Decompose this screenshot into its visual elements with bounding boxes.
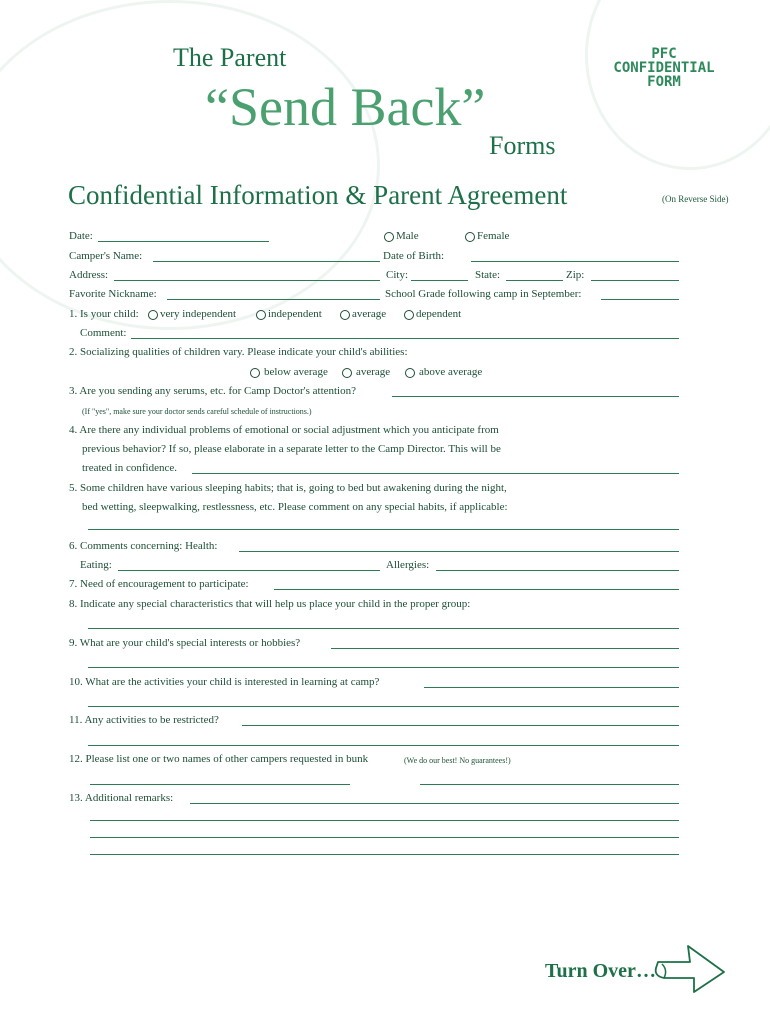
date-label: Date: [69,230,93,242]
campers-name-field[interactable] [153,261,380,262]
campers-name-label: Camper's Name: [69,250,143,262]
header-forms: Forms [489,131,556,160]
city-label: City: [386,269,409,281]
q2-above-average-label: above average [419,366,483,378]
q1-average-label: average [352,308,387,320]
stamp-confidential: CONFIDENTIAL [613,60,715,76]
health-field[interactable] [239,551,679,552]
school-grade-label: School Grade following camp in September: [385,288,582,300]
state-field[interactable] [506,280,563,281]
q5-line1: 5. Some children have various sleeping habits; that is, going to bed but awakening during the night, [69,482,507,494]
header-the-parent: The Parent [173,43,287,72]
q10-field-2[interactable] [88,706,679,707]
q8-field[interactable] [88,628,679,629]
zip-field[interactable] [591,280,679,281]
q1-dependent-radio[interactable] [404,310,414,320]
q9-field[interactable] [331,648,679,649]
q4-field[interactable] [192,473,679,474]
reverse-side-note: (On Reverse Side) [662,194,729,204]
q2-average-radio[interactable] [342,368,352,378]
male-label: Male [396,230,419,242]
eating-field[interactable] [118,570,380,571]
q2-below-average-radio[interactable] [250,368,260,378]
q3-note: (If "yes", make sure your doctor sends careful schedule of instructions.) [82,407,312,416]
stamp-pfc: PFC [651,46,677,62]
q12-camper1-field[interactable] [90,784,350,785]
q1-very-independent-radio[interactable] [148,310,158,320]
state-label: State: [475,269,501,281]
q3-label: 3. Are you sending any serums, etc. for Camp Doctor's attention? [69,385,356,397]
q13-field-4[interactable] [90,854,679,855]
q7-field[interactable] [274,589,679,590]
stamp-form: FORM [647,74,681,90]
q10-label: 10. What are the activities your child is interested in learning at camp? [69,676,380,688]
q13-field-3[interactable] [90,837,679,838]
q4-line1: 4. Are there any individual problems of emotional or social adjustment which you anticipate from [69,424,499,436]
address-field[interactable] [114,280,380,281]
comment-field[interactable] [131,338,679,339]
q1-independent-label: independent [268,308,322,320]
q1-average-radio[interactable] [340,310,350,320]
eating-label: Eating: [80,559,112,571]
q7-label: 7. Need of encouragement to participate: [69,578,249,590]
female-radio[interactable] [465,232,475,242]
q8-label: 8. Indicate any special characteristics that will help us place your child in the proper group: [69,598,471,610]
zip-label: Zip: [566,269,585,281]
dob-label: Date of Birth: [383,250,445,262]
male-radio[interactable] [384,232,394,242]
q13-label: 13. Additional remarks: [69,792,174,804]
q4-line3: treated in confidence. [82,462,177,474]
header-send-back: “Send Back” [205,77,486,137]
q13-field-2[interactable] [90,820,679,821]
q10-field[interactable] [424,687,679,688]
q9-field-2[interactable] [88,667,679,668]
q3-field[interactable] [392,396,679,397]
q6-label: 6. Comments concerning: Health: [69,540,218,552]
turn-over-text: Turn Over… [545,960,656,982]
q9-label: 9. What are your child's special interests or hobbies? [69,637,301,649]
q5-field[interactable] [88,529,679,530]
q11-label: 11. Any activities to be restricted? [69,714,219,726]
q12-note: (We do our best! No guarantees!) [404,756,511,765]
school-grade-field[interactable] [601,299,679,300]
q2-below-average-label: below average [264,366,328,378]
q11-field-2[interactable] [88,745,679,746]
q1-label: 1. Is your child: [69,308,139,320]
q13-field[interactable] [190,803,679,804]
q1-independent-radio[interactable] [256,310,266,320]
confidential-stamp [598,47,730,89]
q2-above-average-radio[interactable] [405,368,415,378]
female-label: Female [477,230,510,242]
comment-label: Comment: [80,327,127,339]
city-field[interactable] [411,280,468,281]
allergies-label: Allergies: [386,559,430,571]
q12-camper2-field[interactable] [420,784,679,785]
q2-label: 2. Socializing qualities of children vary. Please indicate your child's abilities: [69,346,408,358]
q1-dependent-label: dependent [416,308,462,320]
address-label: Address: [69,269,109,281]
q5-line2: bed wetting, sleepwalking, restlessness, etc. Please comment on any special habits, if applicable: [82,501,508,513]
turn-over-arrow-icon[interactable] [650,940,730,996]
page-title: Confidential Information & Parent Agreement [68,180,568,210]
allergies-field[interactable] [436,570,679,571]
q1-very-independent-label: very independent [160,308,237,320]
q12-label: 12. Please list one or two names of other campers requested in bunk [69,753,369,765]
nickname-field[interactable] [167,299,380,300]
q4-line2: previous behavior? If so, please elaborate in a separate letter to the Camp Director. This will be [82,443,501,455]
q2-average-label: average [356,366,391,378]
nickname-label: Favorite Nickname: [69,288,157,300]
q11-field[interactable] [242,725,679,726]
dob-field[interactable] [471,261,679,262]
date-field[interactable] [98,241,269,242]
